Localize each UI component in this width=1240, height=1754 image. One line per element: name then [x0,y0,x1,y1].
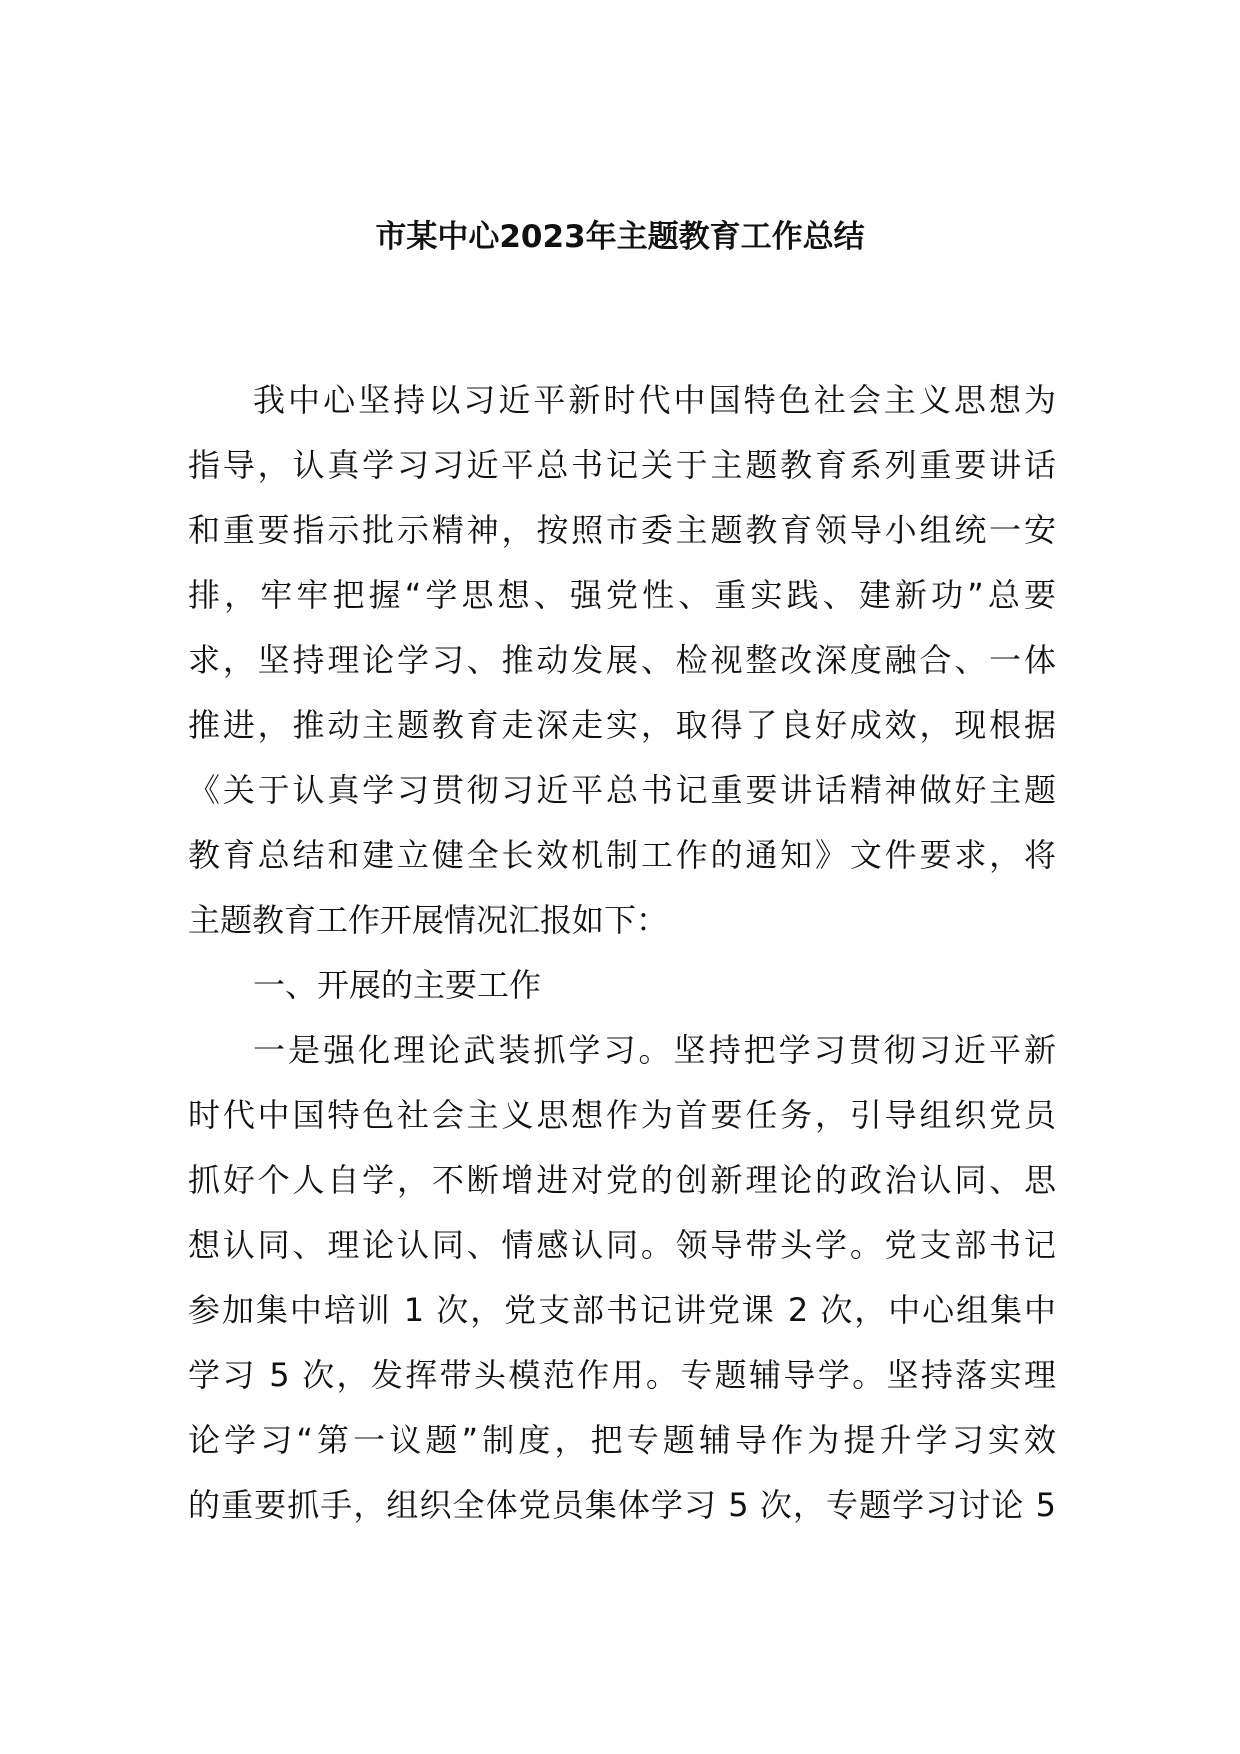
paragraph-line: 教育总结和建立健全长效机制工作的通知》文件要求，将 [188,836,1056,874]
paragraph-line: 指导，认真学习习近平总书记关于主题教育系列重要讲话 [188,446,1056,484]
paragraph-line: 主题教育工作开展情况汇报如下： [188,901,669,939]
paragraph-line: 的重要抓手，组织全体党员集体学习 5 次，专题学习讨论 5 [188,1486,1056,1524]
paragraph-line: 想认同、理论认同、情感认同。领导带头学。党支部书记 [188,1226,1056,1264]
paragraph-line: 和重要指示批示精神，按照市委主题教育领导小组统一安 [188,511,1056,549]
paragraph-line: 推进，推动主题教育走深走实，取得了良好成效，现根据 [188,706,1056,744]
document-body [188,368,1056,1538]
paragraph-line: 参加集中培训 1 次，党支部书记讲党课 2 次，中心组集中 [188,1291,1056,1329]
paragraph-line: 一是强化理论武装抓学习。坚持把学习贯彻习近平新 [253,1031,1056,1069]
section-heading: 一、开展的主要工作 [253,966,542,1004]
document-title: 市某中心2023年主题教育工作总结 [375,219,865,255]
paragraph-line: 我中心坚持以习近平新时代中国特色社会主义思想为 [253,381,1056,419]
paragraph-line: 求，坚持理论学习、推动发展、检视整改深度融合、一体 [188,641,1056,679]
paragraph-line: 《关于认真学习贯彻习近平总书记重要讲话精神做好主题 [188,771,1056,809]
paragraph-line: 抓好个人自学，不断增进对党的创新理论的政治认同、思 [188,1161,1056,1199]
paragraph-line: 时代中国特色社会主义思想作为首要任务，引导组织党员 [188,1096,1056,1134]
paragraph-line: 论学习“第一议题”制度，把专题辅导作为提升学习实效 [188,1421,1056,1459]
paragraph-line: 排，牢牢把握“学思想、强党性、重实践、建新功”总要 [188,576,1056,614]
paragraph-line: 学习 5 次，发挥带头模范作用。专题辅导学。坚持落实理 [188,1356,1056,1394]
